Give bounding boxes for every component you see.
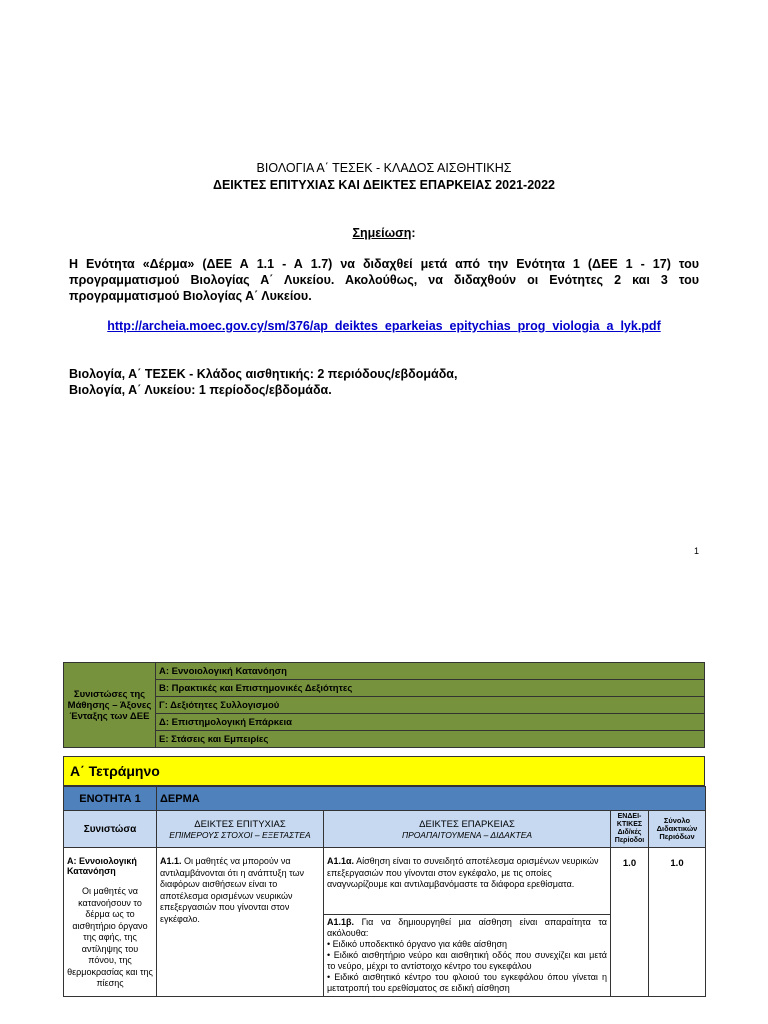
success-cell: Α1.1. Οι μαθητές να μπορούν να αντιλαμβάνονται ότι η ανάπτυξη των διαφόρων αισθήσεων είναι το αποτέλεσμα ορισμένων νευρικών επεξεργασιών που γίνονται στον εγκέφαλο.: [157, 848, 324, 997]
unit-label: ΕΝΟΤΗΤΑ 1: [64, 787, 157, 811]
document-link[interactable]: http://archeia.moec.gov.cy/sm/376/ap_deiktes_eparkeias_epitychias_prog_viologia_a_lyk.pdf: [107, 319, 661, 333]
component-cell: Α: Εννοιολογική Κατανόηση Οι μαθητές να κατανοήσουν το δέρμα ως το αισθητήριο όργανο της αφής, της αντίληψης του πόνου, της θερμοκρασίας και της πίεσης: [64, 848, 157, 997]
axis-row: Δ: Επιστημολογική Επάρκεια: [156, 714, 705, 731]
periods-value: 1.0: [611, 848, 649, 997]
total-value: 1.0: [649, 848, 706, 997]
axis-row: Γ: Δεξιότητες Συλλογισμού: [156, 697, 705, 714]
axes-caption: Συνιστώσες της Μάθησης – Άξονες Ένταξης των ΔΕΕ: [64, 663, 156, 748]
learning-axes-table: [63, 662, 705, 748]
document-title-line2: ΔΕΙΚΤΕΣ ΕΠΙΤΥΧΙΑΣ ΚΑΙ ΔΕΙΚΤΕΣ ΕΠΑΡΚΕΙΑΣ 2021-2022: [212, 178, 556, 192]
hours-line-2: Βιολογία, Α΄ Λυκείου: 1 περίοδος/εβδομάδα.: [69, 383, 332, 397]
header-success: ΔΕΙΚΤΕΣ ΕΠΙΤΥΧΙΑΣ ΕΠΙΜΕΡΟΥΣ ΣΤΟΧΟΙ – ΕΞΕΤΑΣΤΕΑ: [157, 811, 324, 848]
axis-row: Ε: Στάσεις και Εμπειρίες: [156, 731, 705, 748]
unit-name: ΔΕΡΜΑ: [157, 787, 706, 811]
note-paragraph: Η Ενότητα «Δέρμα» (ΔΕΕ Α 1.1 - Α 1.7) να διδαχθεί μετά από την Ενότητα 1 (ΔΕΕ 1 - 17) του προγραμματισμού Βιολογίας Α΄ Λυκείου. Ακολούθως, να διδαχθούν οι Ενότητες 2 και 3 του προγραμματισμού Βιολογίας Α΄ Λυκείου.: [69, 257, 699, 303]
page-number: 1: [694, 546, 700, 556]
header-total: Σύνολο Διδακτικών Περιόδων: [649, 811, 706, 848]
indicators-table: [63, 786, 706, 997]
header-periods: ΕΝΔΕΙ-ΚΤΙΚΕΣ Διδ/κές Περίοδοι: [611, 811, 649, 848]
axis-row: Α: Εννοιολογική Κατανόηση: [156, 663, 705, 680]
axis-row: Β: Πρακτικές και Επιστημονικές Δεξιότητες: [156, 680, 705, 697]
hours-line-1: Βιολογία, Α΄ ΤΕΣΕΚ - Κλάδος αισθητικής: 2 περιόδους/εβδομάδα,: [69, 367, 458, 381]
header-adequacy: ΔΕΙΚΤΕΣ ΕΠΑΡΚΕΙΑΣ ΠΡΟΑΠΑΙΤΟΥΜΕΝΑ – ΔΙΔΑΚΤΕΑ: [324, 811, 611, 848]
term-banner: Α΄ Τετράμηνο: [63, 756, 705, 786]
header-component: Συνιστώσα: [64, 811, 157, 848]
adequacy-cell-2: Α1.1β. Για να δημιουργηθεί μια αίσθηση είναι απαραίτητα τα ακόλουθα: • Ειδικό υποδεκτικό όργανο για κάθε αίσθηση • Ειδικό αισθητήριο νεύρο και αισθητική οδός που συνεχίζει και μετά το νεύρο, μέχρι το αντίστοιχο κέντρο του εγκεφάλου • Ειδικό αισθητικό κέντρο του φλοιού του εγκεφάλου όπου γίνεται η μετατροπή του ερεθίσματος σε ειδική αίσθηση: [324, 915, 611, 997]
adequacy-cell-1: Α1.1α. Αίσθηση είναι το συνειδητό αποτέλεσμα ορισμένων νευρικών επεξεργασιών που γίνονται στον εγκέφαλο, με τις οποίες αναγνωρίζουμε και αντιλαμβανόμαστε τα διάφορα ερεθίσματα.: [324, 848, 611, 915]
note-heading: Σημείωση:: [352, 226, 416, 240]
document-title-line1: ΒΙΟΛΟΓΙΑ Α΄ ΤΕΣΕΚ - ΚΛΑΔΟΣ ΑΙΣΘΗΤΙΚΗΣ: [256, 161, 512, 175]
